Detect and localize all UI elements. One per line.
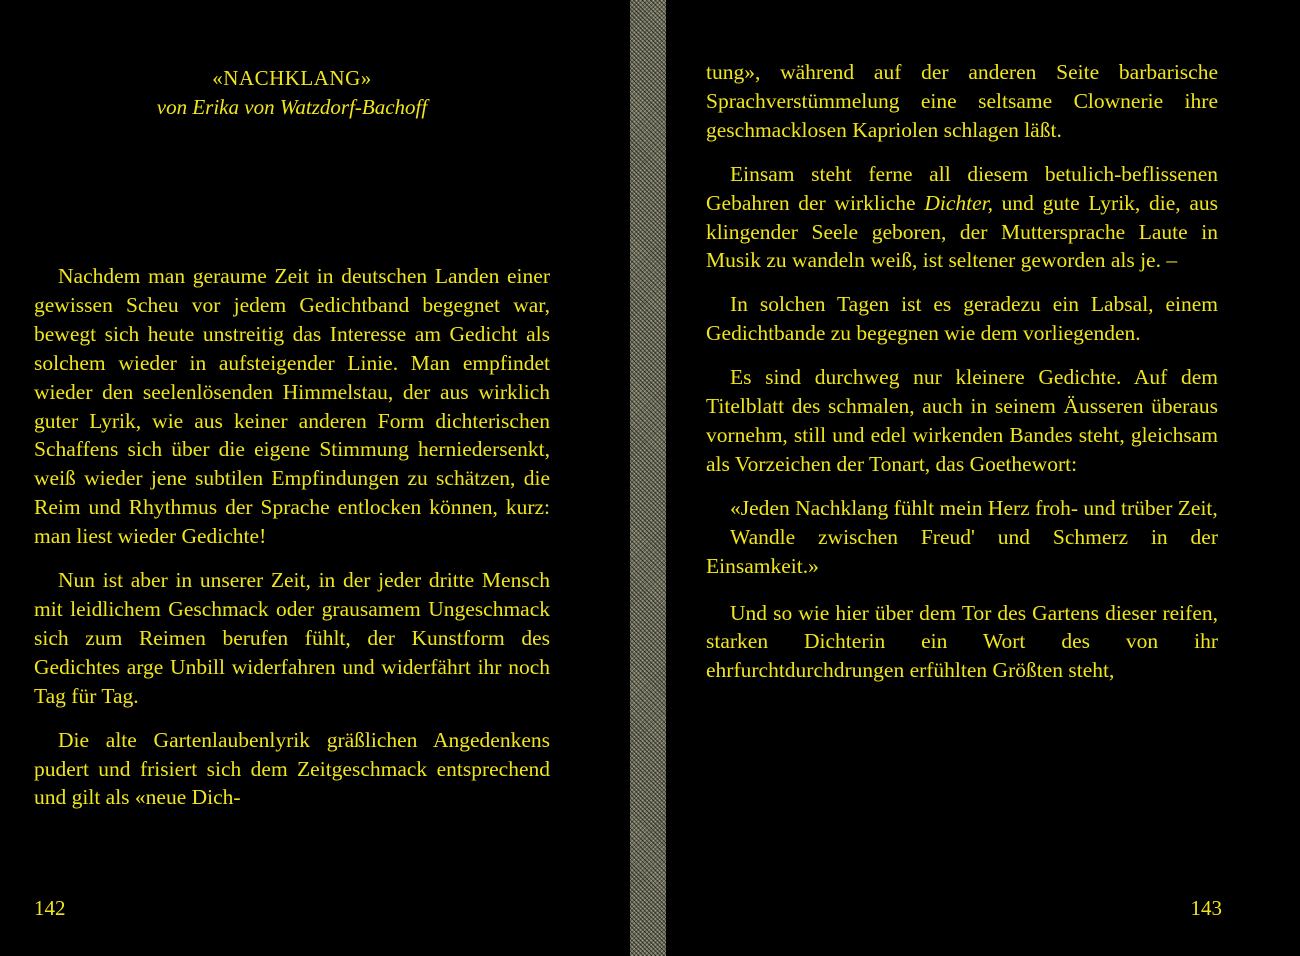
article-title: «NACHKLANG» bbox=[212, 66, 372, 90]
left-body-text bbox=[34, 262, 550, 827]
book-gutter bbox=[630, 0, 666, 956]
paragraph: Nun ist aber in unserer Zeit, in der jeder dritte Mensch mit leidlichem Geschmack oder grausamem Ungeschmack sich zum Reimen berufen fühlt, der Kunstform des Gedichtes arge Unbill widerfahren und widerfährt ihr noch Tag für Tag. bbox=[34, 568, 550, 708]
article-heading bbox=[34, 64, 550, 122]
page-number-left: 142 bbox=[34, 896, 66, 920]
right-body-text bbox=[706, 58, 1218, 700]
right-page bbox=[706, 0, 1222, 956]
goethe-quote bbox=[706, 494, 1218, 581]
paragraph: In solchen Tagen ist es geradezu ein Labsal, einem Gedichtbande zu begegnen wie dem vorliegenden. bbox=[706, 292, 1218, 346]
paragraph: Nachdem man geraume Zeit in deutschen Landen einer gewissen Scheu vor jedem Gedichtband begegnet war, bewegt sich heute unstreitig das Interesse am Gedicht als solchem wieder in aufsteigender Linie. Man empfindet wieder den seelenlösenden Himmelstau, der aus wirklich guter Lyrik, wie aus keiner anderen Form dichterischen Schaffens sich über die eigene Stimmung herniedersenkt, weiß wieder jene subtilen Empfindungen zu schätzen, die Reim und Rhythmus der Sprache entlocken können, kurz: man liest wieder Gedichte! bbox=[34, 264, 550, 549]
paragraph-text: und gute Lyrik, die, aus klingender Seele geboren, der Muttersprache Laute in Musik zu wandeln weiß, ist seltener geworden als je. – bbox=[706, 190, 1218, 273]
article-author: von Erika von Watzdorf-Bachoff bbox=[156, 95, 428, 119]
left-page bbox=[34, 0, 550, 956]
paragraph: Und so wie hier über dem Tor des Gartens dieser reifen, starken Dichterin ein Wort des von ihr ehrfurchtdurchdrungen erfühlten Größten steht, bbox=[706, 600, 1218, 683]
quote-line: Wandle zwischen Freud' und Schmerz in der Einsamkeit.» bbox=[706, 524, 1218, 578]
page-number-right: 143 bbox=[1190, 896, 1222, 920]
paragraph: tung», während auf der anderen Seite barbarische Sprachverstümmelung eine seltsame Clownerie ihre geschmacklosen Kapriolen schlagen läßt. bbox=[706, 60, 1218, 142]
paragraph: Es sind durchweg nur kleinere Gedichte. Auf dem Titelblatt des schmalen, auch in seinem Äusseren überaus vornehm, still und edel wirkenden Bandes steht, gleichsam als Vorzeichen der Tonart, das Goethewort: bbox=[706, 365, 1218, 476]
emphasized-word: Dichter, bbox=[924, 190, 993, 215]
quote-line: «Jeden Nachklang fühlt mein Herz froh- und trüber Zeit, bbox=[730, 495, 1218, 520]
paragraph: Die alte Gartenlaubenlyrik gräßlichen Angedenkens pudert und frisiert sich dem Zeitgeschmack entsprechend und gilt als «neue Dich- bbox=[34, 727, 550, 810]
paragraph bbox=[706, 160, 1218, 276]
paragraph-text: Einsam steht ferne all diesem betulich-beflissenen Gebahren der wirkliche bbox=[706, 161, 1218, 215]
